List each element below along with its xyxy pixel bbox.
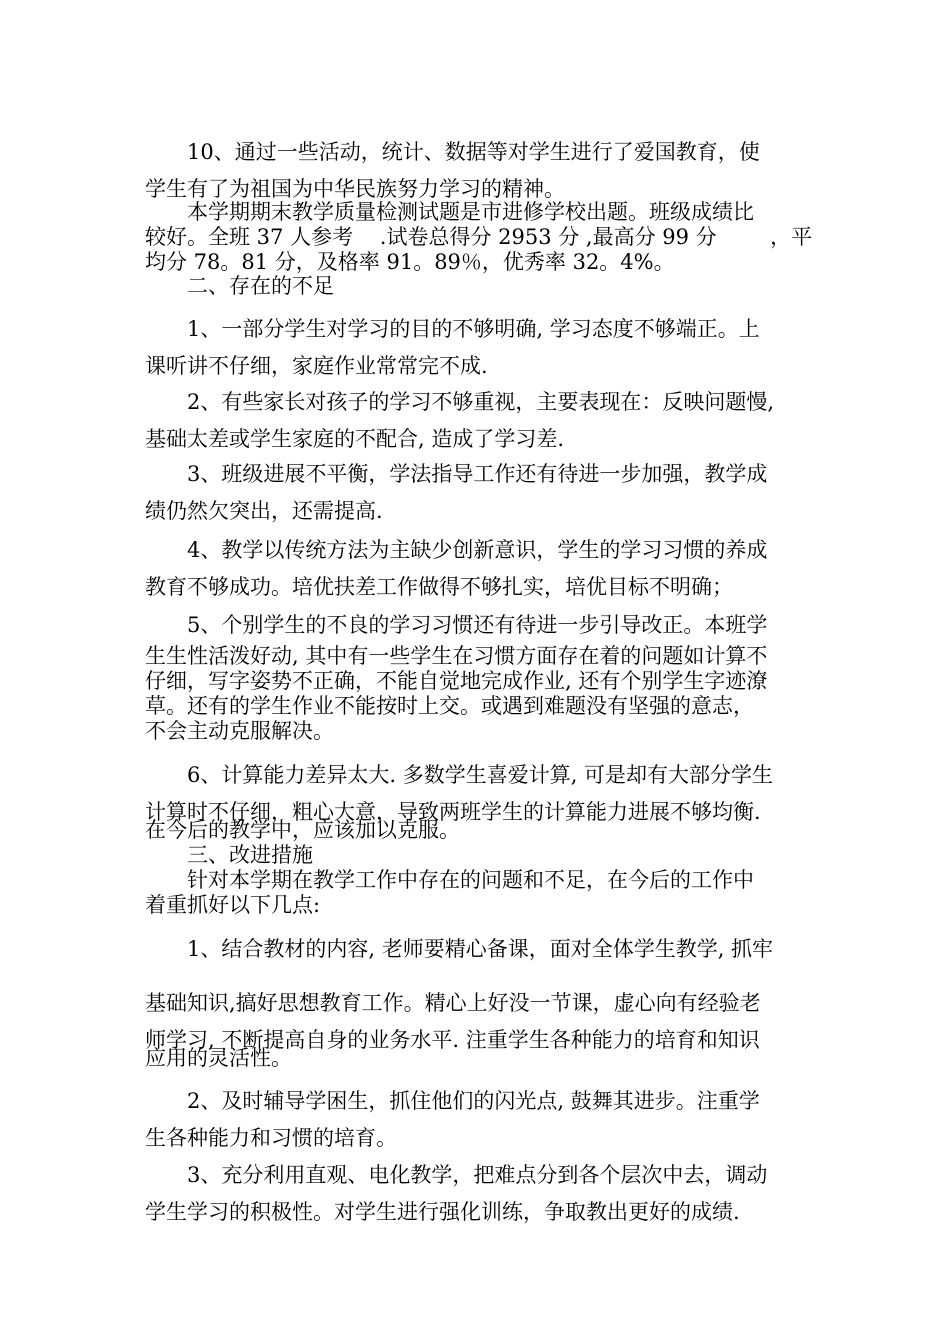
- paragraph-block: [145, 384, 815, 458]
- paragraph-block: [145, 200, 815, 275]
- text-line: 4、教学以传统方法为主缺少创新意识，学生的学习习惯的养成: [187, 538, 768, 562]
- text-line: 应用的灵活性。: [145, 1046, 292, 1070]
- paragraph-block: [145, 532, 815, 606]
- paragraph-block: [145, 607, 815, 644]
- text-line: 2、有些家长对孩子的学习不够重视，主要表现在：反映问题慢,: [187, 390, 775, 414]
- text-line: 三、改进措施: [187, 843, 313, 867]
- text-line: 在今后的教学中，应该加以克服。: [145, 818, 460, 842]
- paragraph-block: [145, 1157, 815, 1231]
- paragraph-block: [145, 456, 815, 530]
- text-line: 2、及时辅导学困生，抓住他们的闪光点, 鼓舞其进步。注重学: [187, 1089, 760, 1113]
- paragraph-block: [145, 931, 815, 968]
- text-line: 学生学习的积极性。对学生进行强化训练，争取教出更好的成绩.: [145, 1200, 740, 1224]
- paragraph-block: [145, 1083, 815, 1157]
- text-line: 针对本学期在教学工作中存在的问题和不足，在今后的工作中: [187, 868, 754, 892]
- paragraph-block: [145, 1046, 815, 1071]
- paragraph-block: [145, 274, 815, 299]
- text-line: 较好。全班 37 人参考 .试卷总得分 2953 分 ,最高分 99 分 ，平: [145, 225, 813, 249]
- paragraph-block: [145, 311, 815, 385]
- text-line: 基础太差或学生家庭的不配合, 造成了学习差.: [145, 427, 565, 451]
- text-line: 课听讲不仔细，家庭作业常常完不成.: [145, 354, 488, 378]
- text-line: 10、通过一些活动，统计、数据等对学生进行了爱国教育，使: [187, 140, 760, 164]
- text-line: 二、存在的不足: [187, 274, 334, 298]
- text-line: 着重抓好以下几点:: [145, 893, 321, 917]
- text-line: 1、结合教材的内容, 老师要精心备课，面对全体学生教学, 抓牢: [187, 937, 774, 961]
- text-line: 1、一部分学生对学习的目的不够明确, 学习态度不够端正。上: [187, 317, 760, 341]
- text-line: 不会主动克服解决。: [145, 719, 334, 743]
- paragraph-block: [145, 134, 815, 208]
- paragraph-block: [145, 818, 815, 918]
- text-line: 绩仍然欠突出，还需提高.: [145, 499, 383, 523]
- text-line: 本学期期末教学质量检测试题是市进修学校出题。班级成绩比: [187, 200, 754, 224]
- text-line: 基础知识,搞好思想教育工作。精心上好没一节课，虚心向有经验老: [145, 991, 761, 1015]
- text-line: 师学习, 不断提高自身的业务水平. 注重学生各种能力的培育和知识: [145, 1028, 760, 1052]
- text-line: 计算时不仔细，粗心大意，导致两班学生的计算能力进展不够均衡.: [145, 800, 761, 824]
- text-line: 3、班级进展不平衡，学法指导工作还有待进一步加强，教学成: [187, 462, 768, 486]
- text-line: 均分 78。81 分，及格率 91。89％，优秀率 32。4%。: [145, 250, 675, 274]
- text-line: 5、个别学生的不良的学习习惯还有待进一步引导改正。本班学: [187, 613, 768, 637]
- text-line: 生生性活泼好动, 其中有一些学生在习惯方面存在着的问题如计算不: [145, 644, 768, 668]
- text-line: 学生有了为祖国为中华民族努力学习的精神。: [145, 177, 565, 201]
- text-line: 仔细，写字姿势不正确，不能自觉地完成作业, 还有个别学生字迹潦: [145, 669, 768, 693]
- text-line: 教育不够成功。培优扶差工作做得不够扎实，培优目标不明确；: [145, 575, 733, 599]
- text-line: 生各种能力和习惯的培育。: [145, 1126, 397, 1150]
- text-line: 3、充分利用直观、电化教学，把难点分到各个层次中去，调动: [187, 1163, 768, 1187]
- text-line: 6、计算能力差异太大. 多数学生喜爱计算, 可是却有大部分学生: [187, 763, 774, 787]
- text-line: 草。还有的学生作业不能按时上交。或遇到难题没有坚强的意志，: [145, 694, 754, 718]
- paragraph-block: [145, 644, 815, 744]
